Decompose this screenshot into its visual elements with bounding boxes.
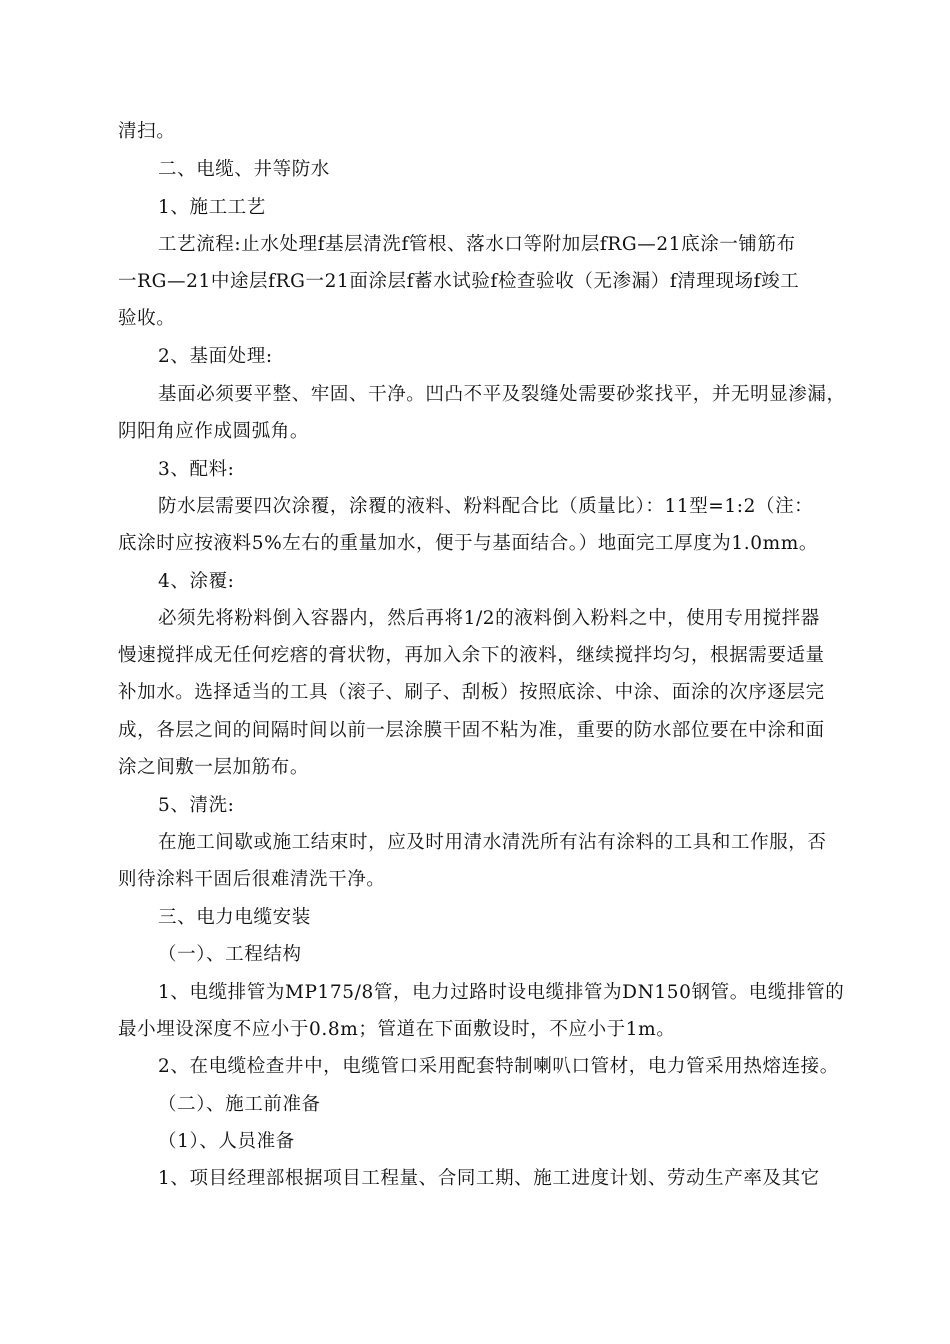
text-line: 成，各层之间的间隔时间以前一层涂膜干固不粘为准，重要的防水部位要在中涂和面 bbox=[118, 720, 825, 741]
text-line: 则待涂料干固后很难清洗干净。 bbox=[118, 869, 386, 890]
subsection-heading: 3、配料: bbox=[158, 459, 235, 480]
section-heading: 二、电缆、井等防水 bbox=[158, 159, 330, 180]
text-line: 底涂时应按液料5%左右的重量加水，便于与基面结合。）地面完工厚度为1.0mm。 bbox=[118, 533, 819, 554]
subsection-heading: （一）、工程结构 bbox=[158, 944, 302, 965]
subsection-heading: （1）、人员准备 bbox=[158, 1131, 295, 1152]
text-line: 阴阳角应作成圆弧角。 bbox=[118, 421, 310, 442]
text-line: 慢速搅拌成无任何疙瘩的膏状物，再加入余下的液料，继续搅拌均匀，根据需要适量 bbox=[118, 645, 825, 666]
text-line: 最小埋设深度不应小于0.8m；管道在下面敷设时，不应小于1m。 bbox=[118, 1019, 676, 1040]
text-line: 必须先将粉料倒入容器内，然后再将1/2的液料倒入粉料之中，使用专用搅拌器 bbox=[158, 608, 820, 629]
text-line: 1、电缆排管为MP175/8管，电力过路时设电缆排管为DN150钢管。电缆排管的 bbox=[158, 982, 845, 1003]
subsection-heading: 2、基面处理: bbox=[158, 346, 273, 367]
text-line: 涂之间敷一层加筋布。 bbox=[118, 757, 310, 778]
text-line: 工艺流程:止水处理f基层清洗f管根、落水口等附加层fRG—21底涂一铺筋布 bbox=[158, 234, 796, 255]
text-line: 在施工间歇或施工结束时，应及时用清水清洗所有沾有涂料的工具和工作服，否 bbox=[158, 832, 827, 853]
text-line: 防水层需要四次涂覆，涂覆的液料、粉料配合比（质量比）：11型=1:2（注： bbox=[158, 496, 814, 517]
subsection-heading: （二）、施工前准备 bbox=[158, 1094, 321, 1115]
subsection-heading: 4、涂覆: bbox=[158, 571, 235, 592]
subsection-heading: 5、清洗: bbox=[158, 795, 235, 816]
text-line: 1、项目经理部根据项目工程量、合同工期、施工进度计划、劳动生产率及其它 bbox=[158, 1168, 820, 1189]
text-line: 清扫。 bbox=[118, 121, 176, 142]
text-line: 一RG—21中途层fRG一21面涂层f蓄水试验f检查验收（无渗漏）f清理现场f竣工 bbox=[118, 271, 800, 292]
text-line: 补加水。选择适当的工具（滚子、刷子、刮板）按照底涂、中涂、面涂的次序逐层完 bbox=[118, 682, 825, 703]
subsection-heading: 1、施工工艺 bbox=[158, 197, 266, 218]
text-line: 验收。 bbox=[118, 308, 176, 329]
text-line: 基面必须要平整、牢固、干净。凹凸不平及裂缝处需要砂浆找平，并无明显渗漏， bbox=[158, 384, 846, 405]
section-heading: 三、电力电缆安装 bbox=[158, 907, 311, 928]
text-line: 2、在电缆检查井中，电缆管口采用配套特制喇叭口管材，电力管采用热熔连接。 bbox=[158, 1056, 839, 1077]
